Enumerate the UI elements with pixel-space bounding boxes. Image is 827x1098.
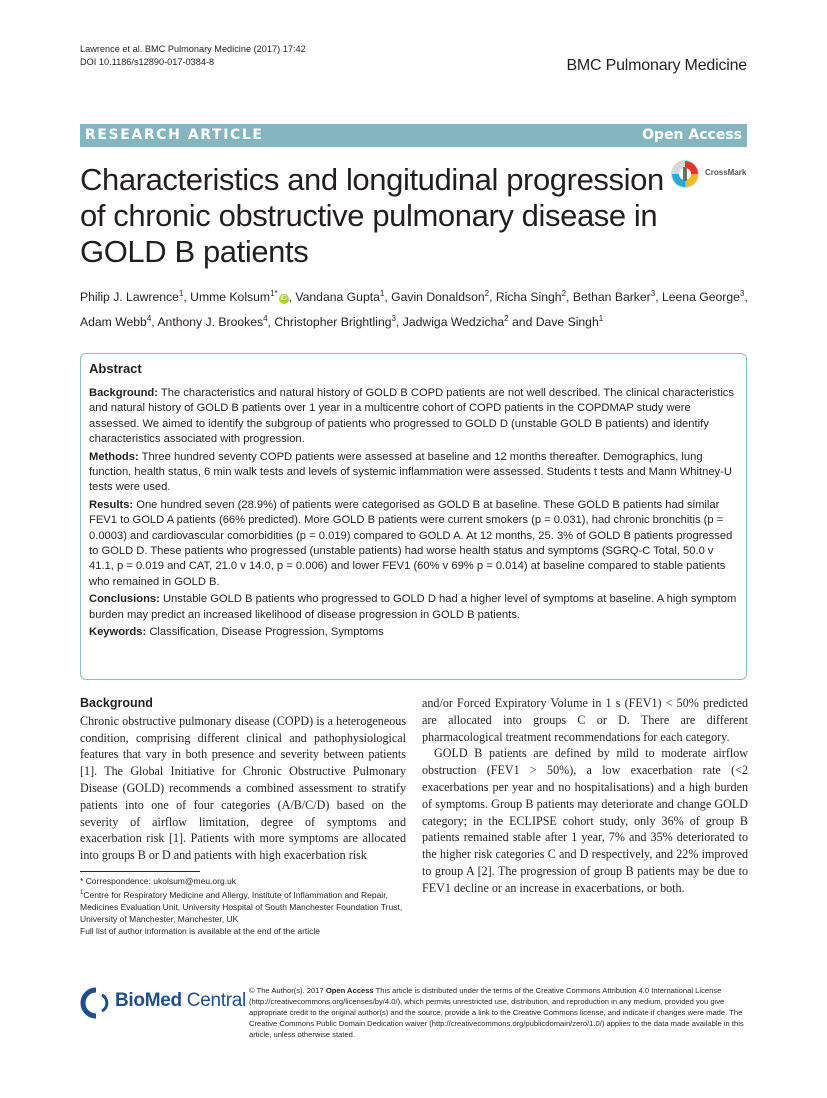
body-paragraph: GOLD B patients are defined by mild to moderate airflow obstruction (FEV1 > 50%), a low exacerbation rate (<2 exacerbations per year and no hospitalisations) and a high burden of symptoms. Group B patients may deteriorate and change GOLD category; in the ECLIPSE cohort study, only 36% of group B patients remained stable after 1 year, 7% and 35% deteriorated to the higher risk categories C and D respectively, and 22% improved to group A [2]. The progression of group B patients may be due to FEV1 decline or an increase in exacerbations, or both. bbox=[422, 746, 748, 895]
author-name: Gavin Donaldson bbox=[391, 290, 485, 305]
section-heading-background: Background bbox=[80, 696, 153, 710]
body-paragraph: and/or Forced Expiratory Volume in 1 s (FEV1) < 50% predicted are allocated into groups C or D. There are different pharmacological treatment recommendations for each category. bbox=[422, 696, 748, 744]
background-text: The characteristics and natural history of GOLD B COPD patients are not well described. The clinical characteristics and natural history of GOLD B patients over 1 year in a multicentre cohort of COPD patients in the COPDMAP study were assessed. We aimed to identify the subgroup of patients who progressed to GOLD D (unstable GOLD B patients) and identify characteristics associated with progression. bbox=[89, 387, 734, 446]
body-paragraph: Chronic obstructive pulmonary disease (COPD) is a heterogeneous condition, comprising different clinical and pathophysiological features that vary in both presence and severity between patients [1]. The Global Initiative for Chronic Obstructive Pulmonary Disease (GOLD) recommends a combined assessment to stratify patients into one of four categories (A/B/C/D) based on the severity of airflow limitation, degree of symptoms and exacerbation risk [1]. Patients with more symptoms are allocated into groups B or D and patients with high exacerbation risk bbox=[80, 713, 406, 863]
abstract-box bbox=[80, 353, 747, 680]
correspondence-note[interactable]: * Correspondence: ukolsum@meu.org.uk bbox=[80, 876, 237, 886]
article-type-banner bbox=[80, 124, 747, 147]
footnotes bbox=[80, 875, 405, 937]
author-affiliation: 2 bbox=[561, 289, 567, 298]
author-affiliation: 2 bbox=[484, 289, 490, 298]
license-text: This article is distributed under the terms of the Creative Commons Attribution 4.0 International License (http://creativecommons.org/licenses/by/4.0/), which permits unrestricted use, distribution, and reproduction in any medium, provided you give appropriate credit to the original author(s) and the source, provide a link to the Creative Commons license, and indicate if changes were made. The Creative Commons Public Domain Dedication waiver (http://creativecommons.org/publicdomain/zero/1.0/) applies to the data made available in this article, unless otherwise stated. bbox=[249, 986, 744, 1039]
author-affiliation: 1* bbox=[270, 289, 278, 298]
affiliation-text: Centre for Respiratory Medicine and Allergy, Institute of Inflammation and Repair, Medicines Evaluation Unit, University Hospital of South Manchester Foundation Trust, University of Manchester, Manchester, UK bbox=[80, 889, 403, 924]
abstract-methods bbox=[89, 450, 739, 496]
author-affiliation: 2 bbox=[504, 314, 509, 324]
affiliation-note bbox=[80, 887, 405, 925]
biomed-central-wordmark bbox=[115, 990, 246, 1012]
methods-label: Methods: bbox=[89, 450, 139, 463]
results-text: One hundred seven (28.9%) of patients were categorised as GOLD B at baseline. These GOLD B patients had similar FEV1 to GOLD A patients (66% predicted). More GOLD B patients were current smokers (p = 0.031), had chronic bronchitis (p = 0.0003) and cardiovascular comorbidities (p = 0.019) compared to GOLD A. At 12 months, 25. 3% of GOLD B patients progressed to GOLD D. These patients who progressed (unstable patients) had worse health status and symptoms (SGRQ-C Total, 50.0 v 41.1, p = 0.019 and CAT, 21.0 v 14.0, p = 0.006) and lower FEV1 (60% v 69% p = 0.014) at baseline compared to stable patients who remained in GOLD B. bbox=[89, 498, 733, 588]
author-affiliation: 3 bbox=[391, 314, 396, 324]
author-info-note: Full list of author information is available at the end of the article bbox=[80, 925, 321, 936]
author-name: Bethan Barker bbox=[572, 290, 651, 305]
author-affiliation: 4 bbox=[146, 314, 152, 324]
central-wordmark: Central bbox=[181, 990, 246, 1011]
author-name: Christopher Brightling bbox=[274, 315, 392, 330]
author-name: Leena George bbox=[661, 290, 740, 305]
author-list: Philip J. Lawrence$^1$, Umme Kolsum$^{1*}$iD , Vandana Gupta$^1$, Gavin Donaldson$^2$, Richa Singh$^2$, Bethan Barker$^3$, Leena George$^3$, Adam Webb$^4$, Anthony J. Brookes$^4$, Christopher Brightling$^3$, Jadwiga Wedzicha$^2$ and Dave Singh$^1$ bbox=[80, 289, 748, 330]
doi-line: DOI 10.1186/s12890-017-0384-8 bbox=[80, 57, 215, 67]
article-type-label: RESEARCH ARTICLE bbox=[85, 127, 264, 143]
biomed-wordmark: BioMed bbox=[115, 990, 182, 1011]
methods-text: Three hundred seventy COPD patients were assessed at baseline and 12 months thereafter. Demographics, lung function, health status, 6 min walk tests and levels of systemic inflammation were assessed. Students t tests and Mann Whitney-U tests were used. bbox=[89, 450, 732, 494]
abstract-heading: Abstract bbox=[89, 361, 142, 376]
crossmark-label: CrossMark bbox=[705, 168, 747, 177]
author-name: Jadwiga Wedzicha bbox=[402, 315, 505, 330]
orcid-icon[interactable]: iD bbox=[280, 295, 287, 303]
keywords-text: Classification, Disease Progression, Symptoms bbox=[149, 626, 384, 639]
author-name: Richa Singh bbox=[495, 290, 562, 305]
license-statement bbox=[249, 985, 749, 1040]
abstract-results bbox=[89, 498, 739, 590]
body-column-left bbox=[80, 695, 406, 864]
affiliation-mark: 1 bbox=[80, 890, 84, 896]
body-column-right bbox=[422, 695, 748, 897]
author-name: Adam Webb bbox=[80, 315, 147, 330]
background-label: Background: bbox=[89, 387, 158, 399]
author-affiliation: 3 bbox=[739, 289, 745, 298]
footnote-divider bbox=[80, 871, 200, 872]
copyright-text: © The Author(s). 2017 bbox=[249, 986, 324, 995]
results-label: Results: bbox=[89, 498, 134, 511]
conclusions-text: Unstable GOLD B patients who progressed to GOLD D had a higher level of symptoms at baseline. A high symptom burden may predict an increased likelihood of disease progression in GOLD B patients. bbox=[89, 593, 737, 621]
abstract-keywords bbox=[89, 625, 739, 640]
conclusions-label: Conclusions: bbox=[89, 593, 160, 606]
author-name: Anthony J. Brookes bbox=[157, 315, 264, 330]
author-affiliation: 3 bbox=[650, 289, 656, 298]
open-access-note: Open Access bbox=[325, 986, 374, 995]
author-name: Dave Singh bbox=[535, 315, 599, 330]
abstract-body bbox=[89, 386, 739, 643]
journal-name: BMC Pulmonary Medicine bbox=[566, 57, 747, 74]
article-title: Characteristics and longitudinal progression of chronic obstructive pulmonary disease in GOLD B patients bbox=[80, 162, 664, 269]
open-access-label: Open Access bbox=[642, 127, 742, 143]
author-affiliation: 4 bbox=[263, 314, 268, 324]
author-name: Vandana Gupta bbox=[295, 290, 380, 305]
author-name: Umme Kolsum bbox=[190, 290, 271, 305]
citation-header bbox=[80, 43, 306, 69]
author-affiliation: 1 bbox=[178, 289, 184, 298]
abstract-conclusions bbox=[89, 592, 739, 623]
author-name: Philip J. Lawrence bbox=[80, 290, 179, 305]
author-affiliation: 1 bbox=[379, 289, 385, 298]
abstract-background bbox=[89, 386, 739, 448]
keywords-label: Keywords: bbox=[89, 626, 147, 639]
citation-line: Lawrence et al. BMC Pulmonary Medicine (2017) 17:42 bbox=[80, 44, 306, 54]
author-affiliation: 1 bbox=[598, 314, 604, 324]
